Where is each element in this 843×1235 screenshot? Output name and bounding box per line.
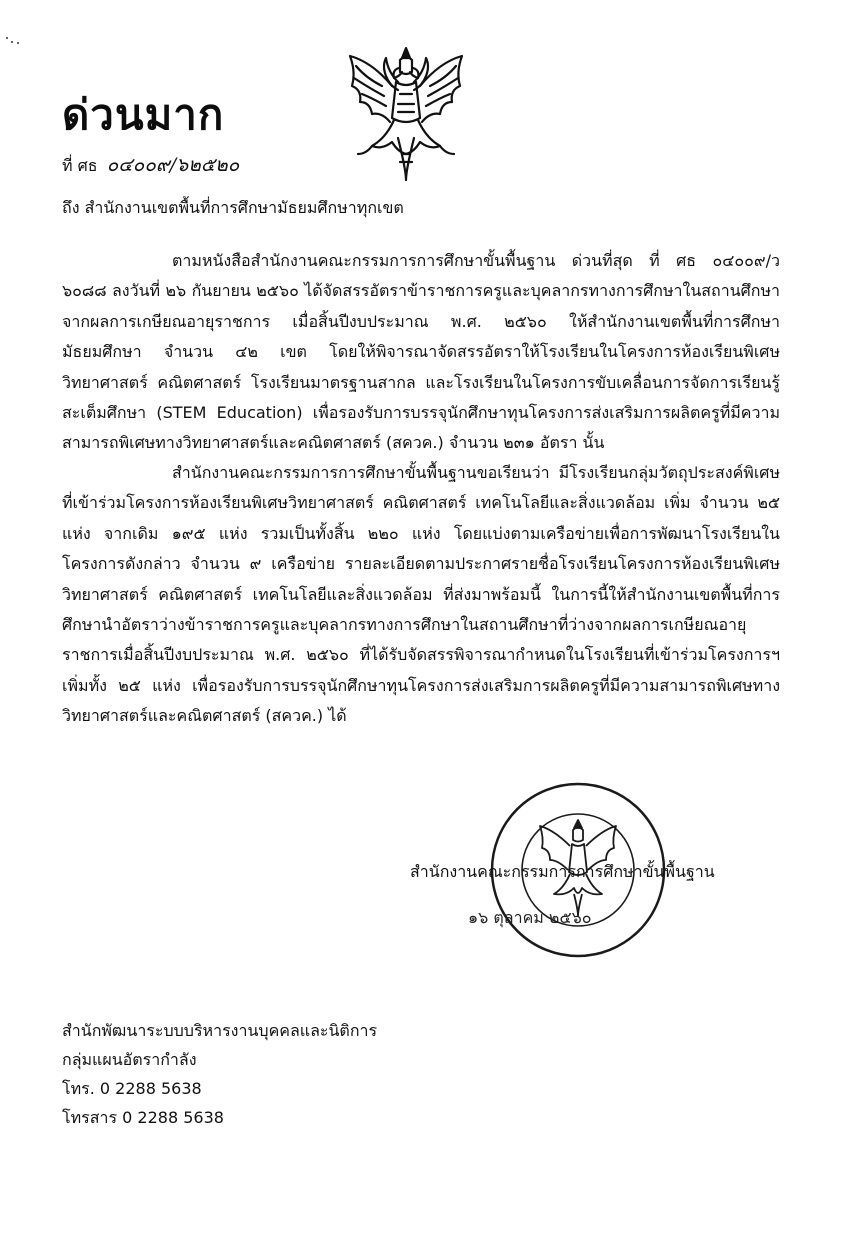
signature-date: ๑๖ ตุลาคม ๒๕๖๐ [468,908,592,927]
signature-block [400,780,800,950]
footer-contact [62,1016,377,1132]
document-number-value: ๐๔๐๐๙/๖๒๕๒๐ [106,154,240,176]
footer-fax: โทรสาร 0 2288 5638 [62,1108,224,1127]
garuda-emblem-icon [342,42,470,190]
signing-office: สำนักงานคณะกรรมการการศึกษาขั้นพื้นฐาน [410,862,715,881]
document-number-label: ที่ ศธ [62,156,98,175]
urgency-label: ด่วนมาก [62,90,225,139]
document-number [62,150,239,180]
recipient-line: ถึง สำนักงานเขตพื้นที่การศึกษามัธยมศึกษาทุกเขต [62,198,404,217]
scan-artifact [4,30,24,50]
footer-department: สำนักพัฒนาระบบบริหารงานบุคคลและนิติการ [62,1021,378,1040]
body-paragraph-1: ตามหนังสือสำนักงานคณะกรรมการการศึกษาขั้นพื้นฐาน ด่วนที่สุด ที่ ศธ ๐๔๐๐๙/ว ๖๐๘๘ ลงวันที่ ๒๖ กันยายน ๒๕๖๐ ได้จัดสรรอัตราข้าราชการครูและบุคลากรทางการศึกษาในสถานศึกษาจากผลการเกษียณอายุราชการ เมื่อสิ้นปีงบประมาณ พ.ศ. ๒๕๖๐ ให้สำนักงานเขตพื้นที่การศึกษามัธยมศึกษา จำนวน ๔๒ เขต โดยให้พิจารณาจัดสรรอัตราให้โรงเรียนในโครงการห้องเรียนพิเศษวิทยาศาสตร์ คณิตศาสตร์ โรงเรียนมาตรฐานสากล และโรงเรียนในโครงการขับเคลื่อนการจัดการเรียนรู้สะเต็มศึกษา (STEM Education) เพื่อรองรับการบรรจุนักศึกษาทุนโครงการส่งเสริมการผลิตครูที่มีความสามารถพิเศษทางวิทยาศาสตร์และคณิตศาสตร์ (สควค.) จำนวน ๒๓๑ อัตรา นั้น [62,251,780,453]
body-paragraph-2: สำนักงานคณะกรรมการการศึกษาขั้นพื้นฐานขอเรียนว่า มีโรงเรียนกลุ่มวัตถุประสงค์พิเศษที่เข้าร่วมโครงการห้องเรียนพิเศษวิทยาศาสตร์ คณิตศาสตร์ เทคโนโลยีและสิ่งแวดล้อม เพิ่ม จำนวน ๒๕ แห่ง จากเดิม ๑๙๕ แห่ง รวมเป็นทั้งสิ้น ๒๒๐ แห่ง โดยแบ่งตามเครือข่ายเพื่อการพัฒนาโรงเรียนในโครงการดังกล่าว จำนวน ๙ เครือข่าย รายละเอียดตามประกาศรายชื่อโรงเรียนโครงการห้องเรียนพิเศษวิทยาศาสตร์ คณิตศาสตร์ เทคโนโลยีและสิ่งแวดล้อม ที่ส่งมาพร้อมนี้ ในการนี้ให้สำนักงานเขตพื้นที่การศึกษานำอัตราว่างข้าราชการครูและบุคลากรทางการศึกษาในสถานศึกษาที่ว่างจากผลการเกษียณอายุราชการเมื่อสิ้นปีงบประมาณ พ.ศ. ๒๕๖๐ ที่ได้รับจัดสรรพิจารณากำหนดในโรงเรียนที่เข้าร่วมโครงการฯ เพิ่มทั้ง ๒๕ แห่ง เพื่อรองรับการบรรจุนักศึกษาทุนโครงการส่งเสริมการผลิตครูที่มีความสามารถพิเศษทางวิทยาศาสตร์และคณิตศาสตร์ (สควค.) ได้ [62,463,780,726]
footer-phone: โทร. 0 2288 5638 [62,1079,202,1098]
footer-group: กลุ่มแผนอัตรากำลัง [62,1050,197,1069]
